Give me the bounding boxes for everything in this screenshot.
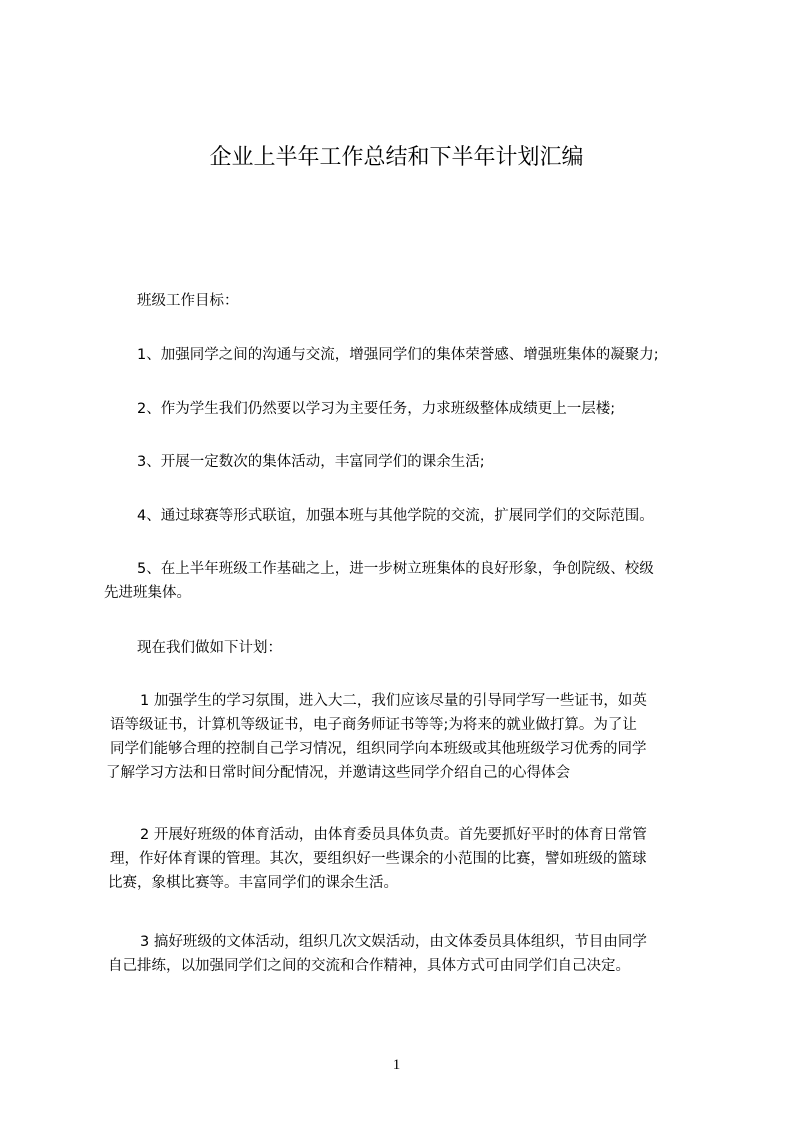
plan-item-3-line-2: 自己排练，以加强同学们之间的交流和合作精神，具体方式可由同学们自己决定。 bbox=[108, 958, 630, 974]
goal-item-1: 1、加强同学之间的沟通与交流，增强同学们的集体荣誉感、增强班集体的凝聚力; bbox=[137, 347, 659, 363]
plan-item-1 bbox=[104, 689, 714, 785]
plan-heading: 现在我们做如下计划： bbox=[137, 640, 282, 656]
goal-item-3: 3、开展一定数次的集体活动，丰富同学们的课余生活; bbox=[137, 454, 485, 470]
goal-item-5-line-2: 先进班集体。 bbox=[104, 585, 191, 601]
plan-item-1-line-1: 1 加强学生的学习氛围，进入大二，我们应该尽量的引导同学写一些证书，如英 bbox=[140, 693, 647, 709]
plan-item-1-line-2: 语等级证书，计算机等级证书，电子商务师证书等等;为将来的就业做打算。为了让 bbox=[110, 717, 637, 733]
document-title: 企业上半年工作总结和下半年计划汇编 bbox=[209, 145, 584, 170]
plan-item-3 bbox=[104, 930, 714, 978]
goals-heading: 班级工作目标： bbox=[137, 293, 239, 309]
plan-item-2-line-2: 理，作好体育课的管理。其次，要组织好一些课余的小范围的比赛，譬如班级的篮球 bbox=[110, 851, 647, 867]
goal-item-2: 2、作为学生我们仍然要以学习为主要任务，力求班级整体成绩更上一层楼; bbox=[137, 401, 616, 417]
plan-item-1-line-4: 了解学习方法和日常时间分配情况，并邀请这些同学介绍自己的心得体会 bbox=[106, 765, 570, 781]
goal-item-5-line-1: 5、在上半年班级工作基础之上，进一步树立班集体的良好形象，争创院级、校级 bbox=[137, 561, 654, 577]
goal-item-4: 4、通过球赛等形式联谊，加强本班与其他学院的交流，扩展同学们的交际范围。 bbox=[137, 508, 654, 524]
goal-item-5 bbox=[104, 557, 714, 605]
plan-item-3-line-1: 3 搞好班级的文体活动，组织几次文娱活动，由文体委员具体组织，节目由同学 bbox=[140, 934, 647, 950]
plan-item-2-line-1: 2 开展好班级的体育活动，由体育委员具体负责。首先要抓好平时的体育日常管 bbox=[140, 827, 647, 843]
plan-item-2 bbox=[104, 823, 714, 895]
plan-item-1-line-3: 同学们能够合理的控制自己学习情况，组织同学向本班级或其他班级学习优秀的同学 bbox=[110, 741, 647, 757]
page-number: 1 bbox=[392, 1057, 401, 1073]
plan-item-2-line-3: 比赛，象棋比赛等。丰富同学们的课余生活。 bbox=[108, 875, 398, 891]
